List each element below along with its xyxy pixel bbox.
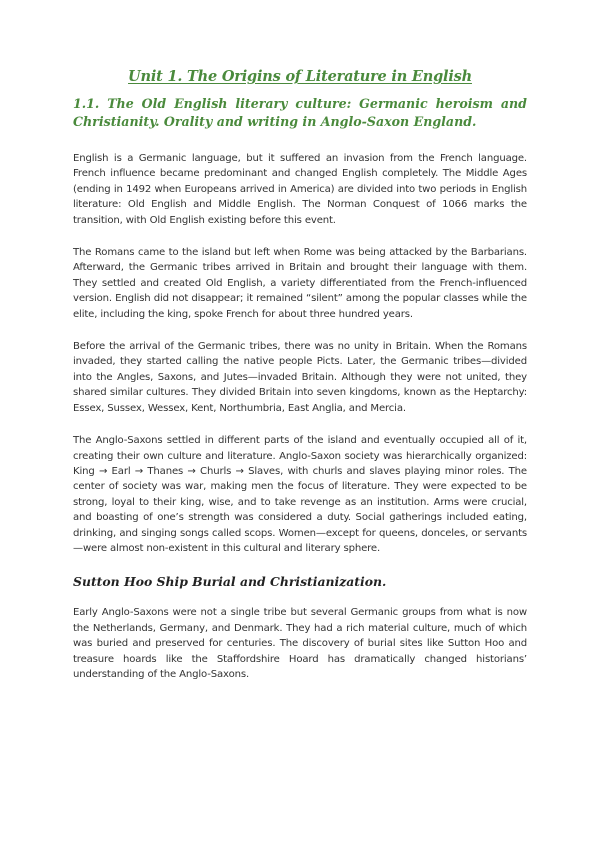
section-heading: 1.1. The Old English literary culture: Germanic heroism and Christianity. Orality and writing in Anglo-Saxon England. (73, 96, 527, 129)
paragraph-early-anglo-saxons: Early Anglo-Saxons were not a single tribe but several Germanic groups from what is now the Netherlands, Germany, and Denmark. They had a rich material culture, much of which was buried and preserved for centuries. The discovery of burial sites like Sutton Hoo and treasure hoards like the Staffordshire Hoard has dramatically changed historians’ understanding of the Anglo-Saxons. (73, 607, 527, 680)
paragraph-heptarchy: Before the arrival of the Germanic tribes, there was no unity in Britain. When the Romans invaded, they started calling the native people Picts. Later, the Germanic tribes—divided into the Angles, Saxons, and Jutes—invaded Britain. Although they were not united, they shared similar cultures. They divided Britain into seven kingdoms, known as the Heptarchy: Essex, Sussex, Wessex, Kent, Northumbria, East Anglia, and Mercia. (73, 341, 527, 414)
paragraph-romans-germanic-tribes: The Romans came to the island but left when Rome was being attacked by the Barbarians. Afterward, the Germanic tribes arrived in Britain and brought their language with them. They settled and created Old English, a variety differentiated from the French-influenced version. English did not disappear; it remained “silent” among the popular classes while the elite, including the king, spoke French for about three hundred years. (73, 247, 527, 320)
paragraph-old-english-intro: English is a Germanic language, but it suffered an invasion from the French language. French influence became predominant and changed English completely. The Middle Ages (ending in 1492 when Europeans arrived in America) are divided into two periods in English literature: Old English and Middle English. The Norman Conquest of 1066 marks the transition, with Old English existing before this event. (73, 153, 527, 226)
paragraph-anglo-saxon-society: The Anglo-Saxons settled in different parts of the island and eventually occupied all of it, creating their own culture and literature. Anglo-Saxon society was hierarchically organized: King → Earl → Thanes → Churls → Slaves, with churls and slaves playing minor roles. The center of society was war, making men the focus of literature. They were expected to be strong, loyal to their king, wise, and to take revenge as an institution. Arms were crucial, and boasting of one’s strength was considered a duty. Social gatherings included eating, drinking, and singing songs called scops. Women—except for queens, donceles, or servants—were almost non-existent in this cultural and literary sphere. (73, 435, 527, 554)
sub-heading-sutton-hoo: Sutton Hoo Ship Burial and Christianization. (73, 574, 387, 590)
document-title: Unit 1. The Origins of Literature in English (128, 68, 472, 85)
